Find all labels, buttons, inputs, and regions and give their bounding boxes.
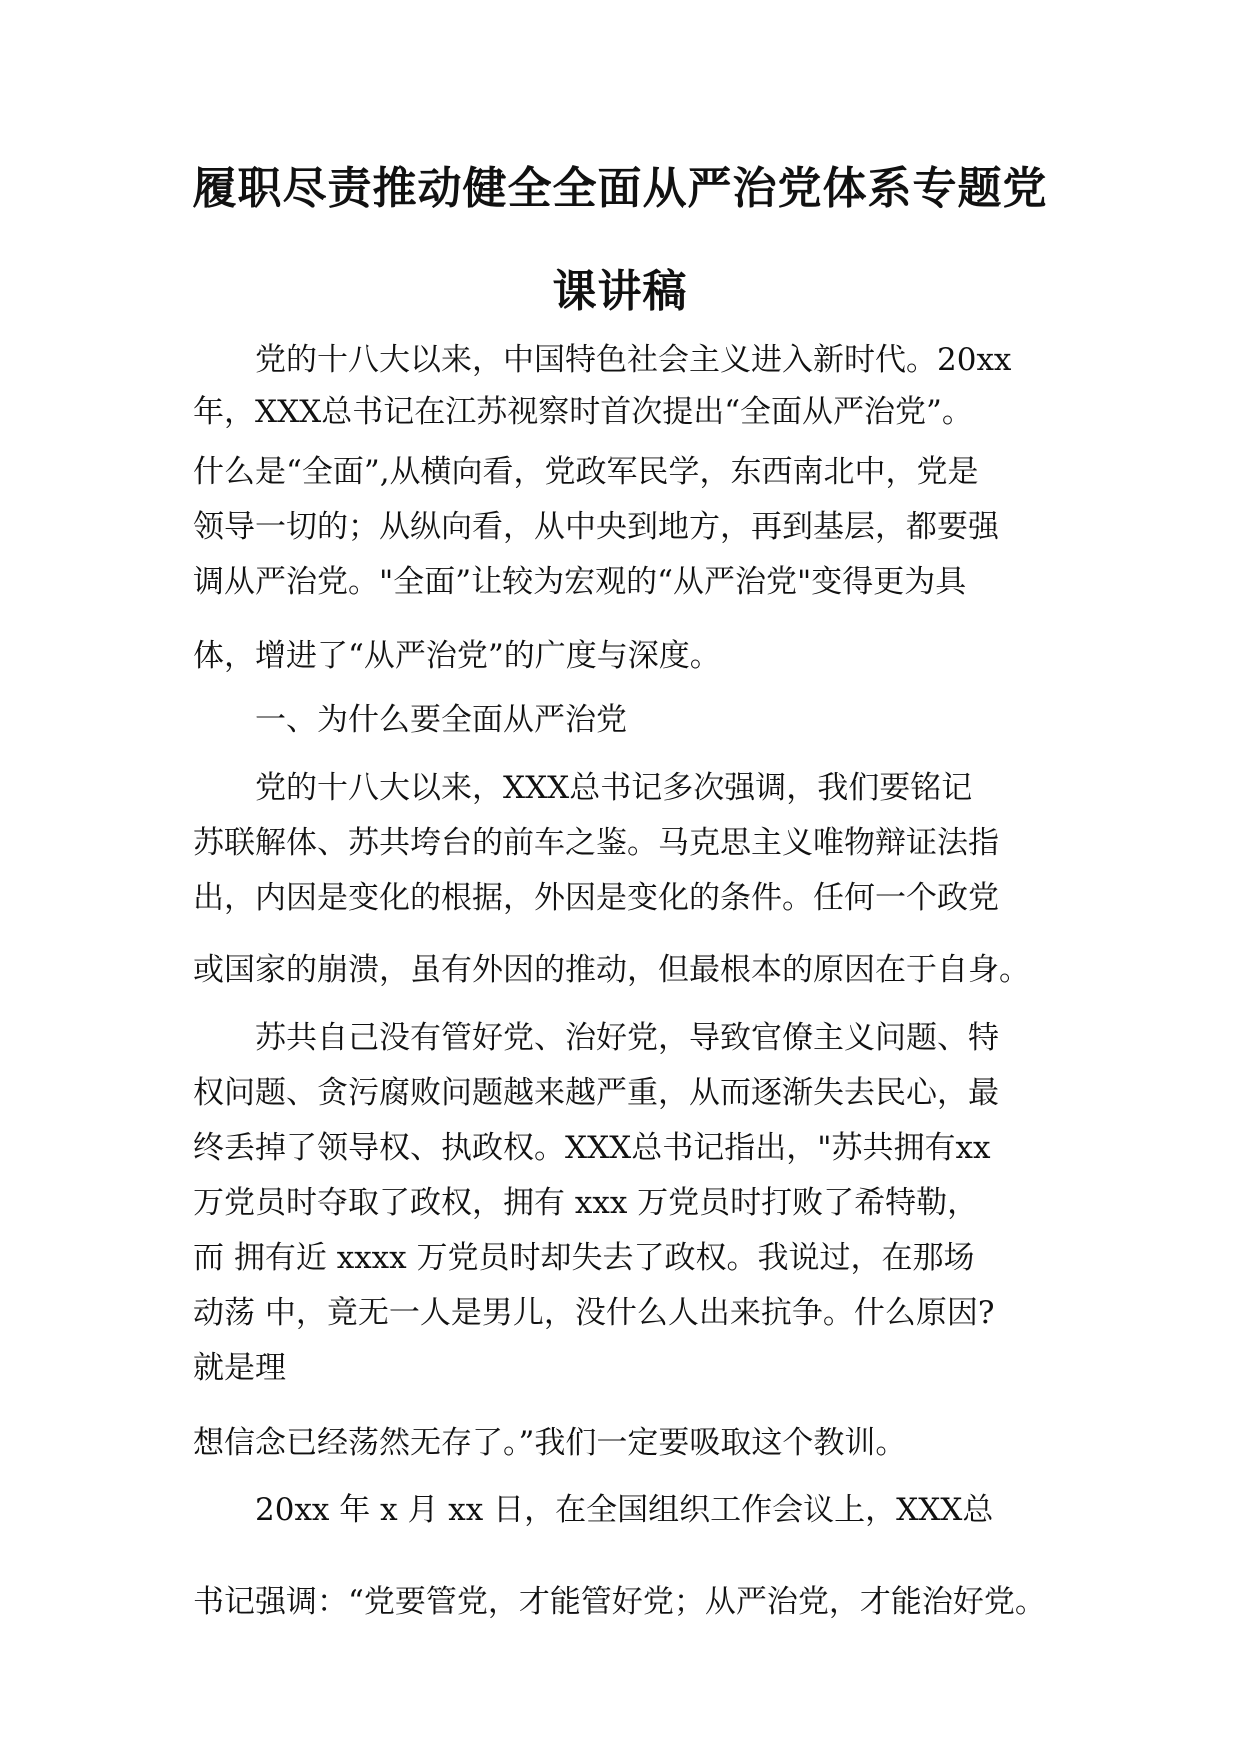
- body-line: 想信念已经荡然无存了。”我们一定要吸取这个教训。: [193, 1425, 907, 1461]
- body-line: 或国家的崩溃，虽有外因的推动，但最根本的原因在于自身。: [193, 952, 1030, 988]
- body-line: 而 拥有近 xxxx 万党员时却失去了政权。我说过，在那场: [193, 1240, 975, 1276]
- body-line: 万党员时夺取了政权，拥有 xxx 万党员时打败了希特勒，: [193, 1185, 979, 1221]
- body-line: 出，内因是变化的根据，外因是变化的条件。任何一个政党: [193, 880, 999, 916]
- body-line: 权问题、贪污腐败问题越来越严重，从而逐渐失去民心，最: [193, 1075, 999, 1111]
- body-line: 体，增进了“从严治党”的广度与深度。: [193, 638, 721, 674]
- body-line: 苏共自己没有管好党、治好党，导致官僚主义问题、特: [255, 1020, 999, 1056]
- document-title-line-2: 课讲稿: [552, 266, 688, 317]
- body-line: 党的十八大以来，XXX总书记多次强调，我们要铭记: [255, 770, 973, 806]
- document-title-line-1: 履职尽责推动健全全面从严治党体系专题党: [192, 163, 1048, 214]
- body-line: 调从严治党。"全面”让较为宏观的“从严治党"变得更为具: [193, 564, 967, 600]
- body-line: 书记强调：“党要管党，才能管好党；从严治党，才能治好党。: [193, 1584, 1046, 1620]
- body-line: 什么是“全面”,从横向看，党政军民学，东西南北中，党是: [193, 454, 979, 490]
- body-line: 就是理: [193, 1350, 286, 1386]
- body-line: 党的十八大以来，中国特色社会主义进入新时代。20xx: [255, 342, 1012, 378]
- body-line: 动荡 中，竟无一人是男儿，没什么人出来抗争。什么原因?: [193, 1295, 995, 1331]
- body-line: 年，XXX总书记在江苏视察时首次提出“全面从严治党”。: [193, 394, 973, 430]
- body-line: 20xx 年 x 月 xx 日，在全国组织工作会议上，XXX总: [255, 1492, 994, 1528]
- section-heading: 一、为什么要全面从严治党: [255, 702, 627, 738]
- body-line: 领导一切的；从纵向看，从中央到地方，再到基层，都要强: [193, 509, 999, 545]
- body-line: 苏联解体、苏共垮台的前车之鉴。马克思主义唯物辩证法指: [193, 825, 999, 861]
- body-line: 终丢掉了领导权、执政权。XXX总书记指出，"苏共拥有xx: [193, 1130, 991, 1166]
